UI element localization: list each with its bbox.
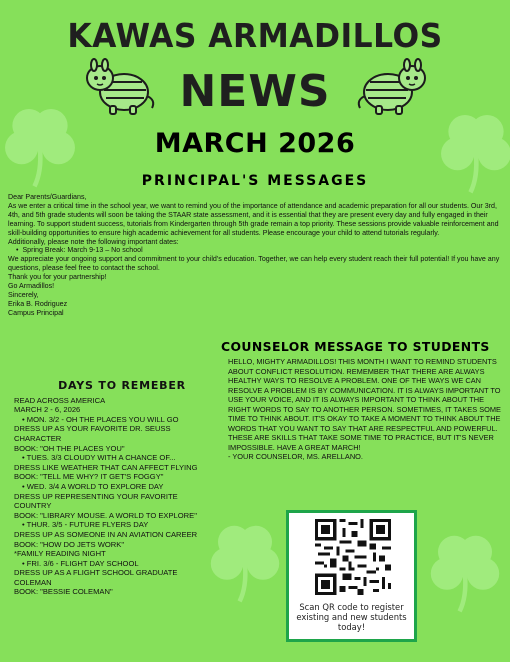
principal-paragraph: Additionally, please note the following important dates: — [8, 237, 179, 246]
school-name-title: KAWAS ARMADILLOS — [67, 16, 443, 55]
day-line: BOOK: "HOW DO JETS WORK" — [14, 539, 125, 549]
principal-paragraph: As we enter a critical time in the school year, we want to remind you of the importance of attendance and academic preparation for all our students. Our 3rd, 4th, and 5th grade students will soon be taking the STAAR state assessment, and it is essential that they are present every day and fully engaged in their learning. To support student success, tutorials from Kindergarten through 5th grade remain a top priority. These sessions provide valuable reinforcement and skill-building opportunities to ensure high academic achievement for all students. Please encourage your child to attend tutorials regularly. — [8, 201, 499, 237]
greeting: Dear Parents/Guardians, — [8, 193, 87, 201]
day-line: BOOK: "LIBRARY MOUSE. A WORLD TO EXPLORE" — [14, 510, 197, 520]
thanks-line: Thank you for your partnership! — [8, 273, 107, 282]
principal-message — [8, 193, 502, 318]
principal-section-title: PRINCIPAL'S MESSAGES — [141, 173, 369, 189]
day-line: DRESS UP AS SOMEONE IN AN AVIATION CAREER — [14, 529, 198, 539]
day-line: DRESS UP AS YOUR FAVORITE DR. SEUSS CHARACTER — [14, 424, 171, 443]
principal-paragraph: We appreciate your ongoing support and commitment to your child's education. Together, we can help every student reach their full potential! If you have any questions, please feel free to contact the school. — [8, 255, 500, 273]
qr-code-icon[interactable] — [315, 519, 391, 595]
counselor-title: COUNSELOR MESSAGE TO STUDENTS — [221, 339, 490, 354]
day-line: • MON. 3/2 - OH THE PLACES YOU WILL GO — [22, 414, 179, 424]
news-title: NEWS — [179, 66, 331, 117]
day-line: • FRI. 3/6 - FLIGHT DAY SCHOOL — [22, 558, 139, 568]
day-line: • WED. 3/4 A WORLD TO EXPLORE DAY — [22, 481, 164, 491]
counselor-signature: - YOUR COUNSELOR, MS. ARELLANO. — [228, 452, 363, 462]
day-line: • TUES. 3/3 CLOUDY WITH A CHANCE OF... — [22, 453, 176, 463]
day-line: MARCH 2 - 6, 2026 — [14, 405, 81, 415]
qr-card[interactable] — [286, 510, 417, 642]
important-date-item: • Spring Break: March 9-13 – No school — [16, 246, 143, 255]
signer-title: Campus Principal — [8, 308, 64, 317]
important-date-text: Spring Break: March 9-13 – No school — [22, 246, 143, 255]
counselor-body: HELLO, MIGHTY ARMADILLOS! THIS MONTH I WANT TO REMIND STUDENTS ABOUT CONFLICT RESOLUTION. REMEMBER THAT THERE ARE ALWAYS HEALTHY WAYS TO RESOLVE A PROBLEM. ONE OF THE WAYS WE CAN RESOLVE A PROBLEM IS BY COMMUNICATION. IT IS ALWAYS IMPORTANT TO USE YOUR VOICE, AND IT IS ALWAYS IMPORTANT TO THINK ABOUT THE RIGHT WORDS TO SAY TO ANOTHER PERSON. SOMETIMES, IT TAKES SOME TIME TO THINK ABOUT. IT'S OKAY TO TAKE A MOMENT TO THINK ABOUT THE WORDS THAT YOU WANT TO SAY THAT ARE RESPECTFUL AND POWERFUL. THESE ARE SKILLS THAT TAKE SOME TIME TO PRACTICE, BUT IT'S NEVER IMPOSSIBLE. HAVE A GREAT MARCH! — [228, 357, 501, 452]
days-title: DAYS TO REMEBER — [58, 379, 186, 392]
day-line: DRESS UP REPRESENTING YOUR FAVORITE COUNTRY — [14, 491, 178, 511]
sincerely-line: Sincerely, — [8, 290, 39, 299]
signer-name: Erika B. Rodriguez — [8, 299, 68, 308]
days-to-remember — [14, 381, 214, 597]
go-armadillos-line: Go Armadillos! — [8, 282, 55, 291]
day-line: BOOK: "OH THE PLACES YOU" — [14, 443, 125, 453]
day-line: *FAMILY READING NIGHT — [14, 549, 106, 559]
day-line: BOOK: "BESSIE COLEMAN" — [14, 587, 113, 597]
day-line: DRESS LIKE WEATHER THAT CAN AFFECT FLYING — [14, 462, 198, 472]
clover-icon — [420, 525, 510, 615]
counselor-message — [228, 357, 506, 462]
issue-date-title: MARCH 2026 — [154, 128, 356, 159]
day-line: READ ACROSS AMERICA — [14, 395, 106, 405]
day-line: • THUR. 3/5 - FUTURE FLYERS DAY — [22, 520, 149, 530]
day-line: DRESS UP AS A FLIGHT SCHOOL GRADUATE COLEMAN — [14, 568, 178, 587]
day-line: BOOK: "TELL ME WHY? IT GET'S FOGGY" — [14, 472, 164, 482]
qr-caption: Scan QR code to register existing and new students today! — [296, 602, 407, 633]
